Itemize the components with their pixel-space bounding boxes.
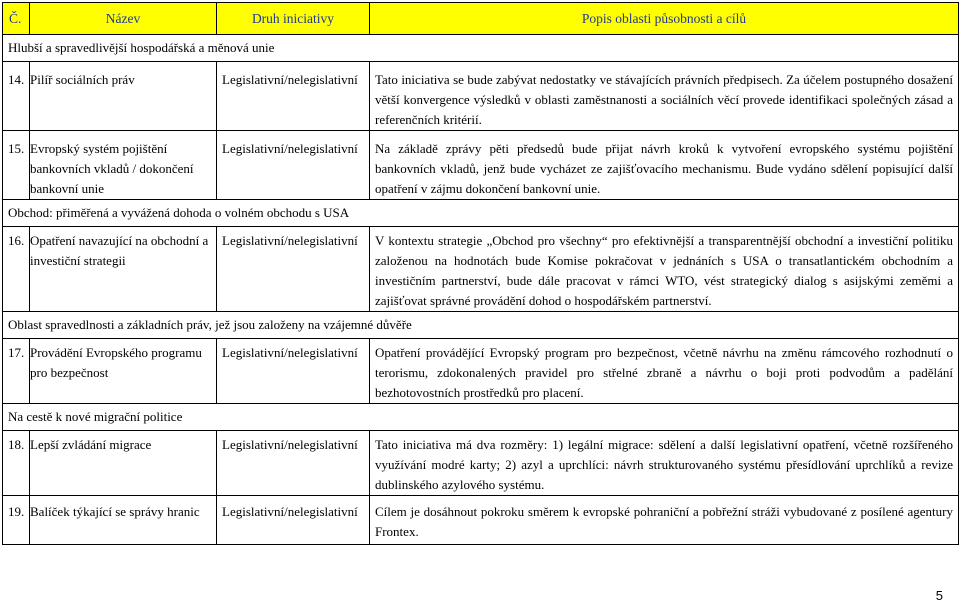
table-row (3, 431, 959, 496)
row-description: V kontextu strategie „Obchod pro všechny“ pro efektivnější a transparentnější obchodní a investiční politiku založenou na hodnotách bude Komise pokračovat v jednáních s USA o transatlantickém obchodním a investičním partnerství, bude dále pracovat v rámci WTO, vést strategický dialog s asijskými zeměmi a zajišťovat správné provádění dohod o hospodářském partnerství. (370, 227, 959, 312)
row-description: Na základě zprávy pěti předsedů bude přijat návrh kroků k vytvoření evropského systému pojištění bankovních vkladů, jenž bude vycházet ze zajišťovacího mechanismu. Bude vydáno sdělení popisující další opatření v zájmu dokončení bankovní unie. (370, 131, 959, 200)
row-number: 18. (3, 431, 30, 496)
row-name: Provádění Evropského programu pro bezpečnost (30, 339, 217, 404)
row-description: Tato iniciativa se bude zabývat nedostatky ve stávajících právních předpisech. Za účelem postupného dosažení větší konvergence výsledků v oblasti zaměstnanosti a sociálních věcí provede identifikaci společných zásad a referenčních kritérií. (370, 62, 959, 131)
row-type: Legislativní/nelegislativní (217, 131, 370, 200)
header-type: Druh iniciativy (217, 3, 370, 35)
table-row (3, 62, 959, 131)
row-number: 16. (3, 227, 30, 312)
section-title: Oblast spravedlnosti a základních práv, jež jsou založeny na vzájemné důvěře (3, 312, 959, 339)
row-number: 19. (3, 496, 30, 545)
row-name: Opatření navazující na obchodní a investiční strategii (30, 227, 217, 312)
initiatives-table (2, 2, 959, 545)
section-row (3, 312, 959, 339)
row-type: Legislativní/nelegislativní (217, 62, 370, 131)
header-name: Název (30, 3, 217, 35)
table-header-row (3, 3, 959, 35)
table-row (3, 339, 959, 404)
table-row (3, 227, 959, 312)
row-name: Pilíř sociálních práv (30, 62, 217, 131)
row-number: 15. (3, 131, 30, 200)
row-number: 17. (3, 339, 30, 404)
section-title: Obchod: přiměřená a vyvážená dohoda o volném obchodu s USA (3, 200, 959, 227)
header-description: Popis oblasti působnosti a cílů (370, 3, 959, 35)
section-title: Na cestě k nové migrační politice (3, 404, 959, 431)
row-description: Opatření provádějící Evropský program pro bezpečnost, včetně návrhu na změnu rámcového rozhodnutí o terorismu, zdokonalených pravidel pro střelné zbraně a návrhu o boji proti podvodům a padělání bezhotovostních prostředků pro placení. (370, 339, 959, 404)
header-number: Č. (3, 3, 30, 35)
row-number: 14. (3, 62, 30, 131)
row-type: Legislativní/nelegislativní (217, 339, 370, 404)
row-description: Tato iniciativa má dva rozměry: 1) legální migrace: sdělení a další legislativní opatření, včetně rozšířeného využívání modré karty; 2) azyl a uprchlíci: návrh strukturovaného systému přesídlování uprchlíků a revize dublinského azylového systému. (370, 431, 959, 496)
row-type: Legislativní/nelegislativní (217, 431, 370, 496)
section-row (3, 35, 959, 62)
table-row (3, 496, 959, 545)
row-name: Evropský systém pojištění bankovních vkladů / dokončení bankovní unie (30, 131, 217, 200)
row-description: Cílem je dosáhnout pokroku směrem k evropské pohraniční a pobřežní stráži vybudované z posílené agentury Frontex. (370, 496, 959, 545)
page-number: 5 (935, 588, 943, 603)
section-title: Hlubší a spravedlivější hospodářská a měnová unie (3, 35, 959, 62)
row-type: Legislativní/nelegislativní (217, 227, 370, 312)
section-row (3, 200, 959, 227)
row-name: Lepší zvládání migrace (30, 431, 217, 496)
row-type: Legislativní/nelegislativní (217, 496, 370, 545)
section-row (3, 404, 959, 431)
table-row (3, 131, 959, 200)
row-name: Balíček týkající se správy hranic (30, 496, 217, 545)
